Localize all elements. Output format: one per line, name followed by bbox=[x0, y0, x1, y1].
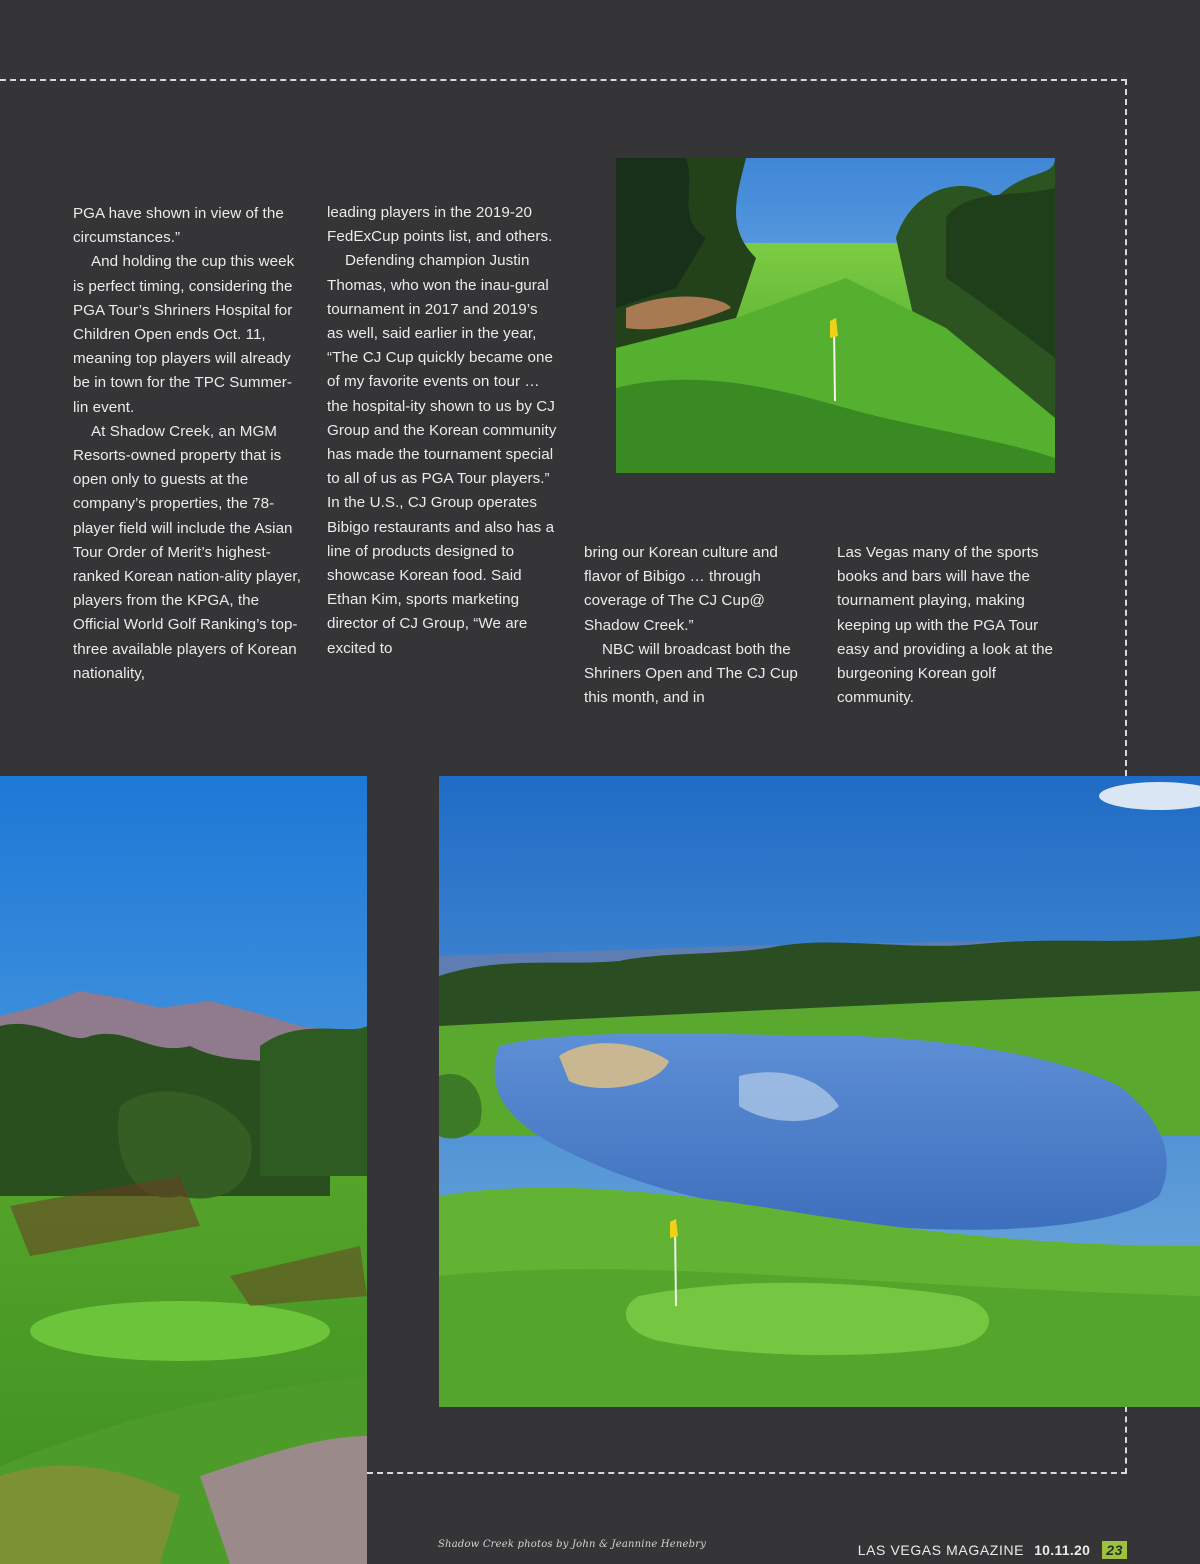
dashed-border-right-upper bbox=[1125, 79, 1127, 776]
golf-course-lake-photo bbox=[439, 776, 1200, 1407]
golf-course-mountain-photo bbox=[0, 776, 367, 1564]
article-column-4 bbox=[837, 541, 1067, 710]
issue-date: 10.11.20 bbox=[1034, 1542, 1091, 1558]
photo-credit: Shadow Creek photos by John & Jeannine Henebry bbox=[438, 1539, 707, 1550]
golf-fairway-photo bbox=[616, 158, 1055, 473]
paragraph: PGA have shown in view of the circumstances.” bbox=[73, 205, 284, 247]
page-number: 23 bbox=[1102, 1541, 1127, 1559]
paragraph: bring our Korean culture and flavor of Bibigo … through coverage of The CJ Cup@ Shadow Creek.” bbox=[584, 544, 778, 634]
dashed-border-bottom bbox=[367, 1472, 1127, 1474]
dashed-border-right-lower bbox=[1125, 1406, 1127, 1474]
page-footer bbox=[858, 1541, 1127, 1559]
paragraph: NBC will broadcast both the Shriners Open and The CJ Cup this month, and in bbox=[584, 640, 798, 707]
magazine-name: LAS VEGAS MAGAZINE bbox=[857, 1542, 1025, 1558]
paragraph: leading players in the 2019-20 FedExCup points list, and others. bbox=[327, 204, 553, 246]
dashed-border-top bbox=[0, 79, 1127, 81]
article-column-2 bbox=[327, 201, 557, 661]
paragraph: And holding the cup this week is perfect timing, considering the PGA Tour’s Shriners Hospital for Children Open ends Oct. 11, meaning top players will already be in town for the TPC Summer-lin event. bbox=[73, 253, 295, 416]
article-column-1 bbox=[73, 202, 303, 686]
paragraph: At Shadow Creek, an MGM Resorts-owned property that is open only to guests at the company’s properties, the 78-player field will include the Asian Tour Order of Merit’s highest-ranked Korean nation-ality player, players from the KPGA, the Official World Golf Ranking’s top-three available players of Korean nationality, bbox=[73, 422, 301, 682]
article-column-3 bbox=[584, 541, 814, 710]
paragraph: Las Vegas many of the sports books and bars will have the tournament playing, making keeping up with the PGA Tour easy and providing a look at the burgeoning Korean golf community. bbox=[837, 544, 1054, 707]
paragraph: Defending champion Justin Thomas, who won the inau-gural tournament in 2017 and 2019’s as well, said earlier in the year, “The CJ Cup quickly became one of my favorite events on tour … the hospital-ity shown to us by CJ Group and the Korean community has made the tournament special to all of us as PGA Tour players.” In the U.S., CJ Group operates Bibigo restaurants and also has a line of products designed to showcase Korean food. Said Ethan Kim, sports marketing director of CJ Group, “We are excited to bbox=[327, 252, 557, 657]
